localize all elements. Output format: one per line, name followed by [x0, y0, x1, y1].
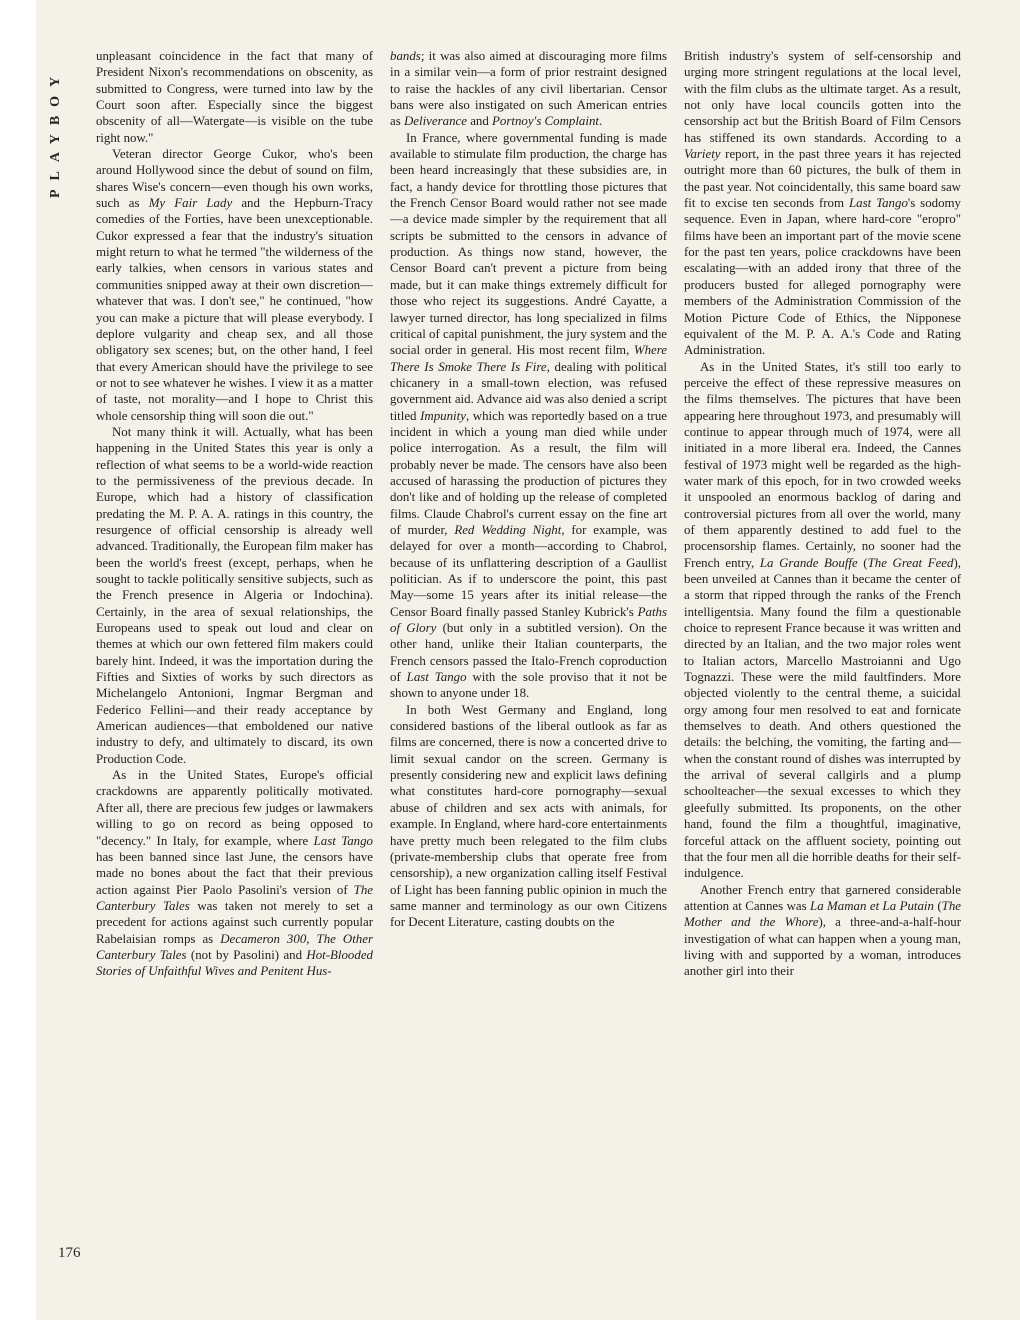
paragraph-text: (but only in a subtitled version). On the other hand, unlike their Italian counterparts, the French censors passed the Italo-French coproduction of [390, 621, 667, 685]
italic-title-text: Last Tango [313, 833, 373, 848]
paragraph-text: Another French entry that garnered considerable attention at Cannes was [684, 882, 961, 913]
paragraph-text: and [466, 114, 493, 129]
paragraph-text: has been banned since last June, the censors have made no bones about the fact that their previous action against Pier Paolo Pasolini's version of [96, 849, 373, 897]
paragraph-text: ( [933, 898, 942, 913]
italic-title-text: The Great Feed [867, 555, 954, 570]
article-paragraph [96, 48, 373, 146]
italic-title-text: Last Tango [848, 196, 908, 211]
running-head-magazine-name: PLAYBOY [48, 67, 63, 199]
paragraph-text: British industry's system of self-censorship and urging more stringent regulations at the local level, with the film clubs as the ultimate target. As a result, not only have local councils gotten into the censorship act but the British Board of Film Censors has stiffened its own standards. According to a [684, 49, 961, 145]
italic-title-text: The Mother and the Whore [684, 898, 961, 930]
article-paragraph [684, 48, 961, 359]
text-column-1 [96, 48, 373, 1273]
paragraph-text: report, in the past three years it has rejected outright more than 60 pictures, the bulk of them in the past year. Not coincidentally, this same board saw fit to excise ten seconds from [684, 147, 961, 211]
article-paragraph [684, 882, 961, 980]
text-column-3 [684, 48, 961, 1273]
paragraph-text: In France, where governmental funding is made available to stimulate film production, the charge has been heard increasingly that these subsidies are, in fact, a handy device for throttling those pictures that the French Censor Board would rather not see made—a device made simpler by the requirement that all scripts be submitted to the censors in advance of production. As things now stand, however, the Censor Board can't prevent a picture from being made, but it can make things extremely difficult for those who reject its suggestions. André Cayatte, a lawyer turned director, has long specialized in films critical of capital punishment, the jury system and the social order in general. His most recent film, [390, 130, 667, 358]
article-paragraph [684, 359, 961, 882]
paragraph-text: Veteran director George Cukor, who's been around Hollywood since the debut of sound on film, shares Wise's concern—even though his own works, such as [96, 147, 373, 211]
italic-title-text: Paths of Glory [390, 604, 667, 636]
article-paragraph [390, 48, 667, 130]
paragraph-text: 's sodomy sequence. Even in Japan, where hard-core "eropro" films have been an important part of the movie scene for the past ten years, police crackdowns have been escalating—with an added irony that three of the producers busted for alleged pornography were members of the Administration Commission of the Motion Picture Code of Ethics, the Nipponese equivalent of the M. P. A. A.'s Code and Rating Administration. [684, 196, 961, 358]
paragraph-text: with the sole proviso that it not be shown to anyone under 18. [390, 670, 667, 701]
paragraph-text: ), a three-and-a-half-hour investigation of what can happen when a young man, living with and supported by a woman, introduces another girl into their [684, 915, 961, 979]
paragraph-text: unpleasant coincidence in the fact that many of President Nixon's recommendations on obscenity, as submitted to Congress, were turned into law by the Court soon after. Especially since the biggest obscenity of all—Watergate—is visible on the tube right now." [96, 49, 373, 145]
italic-title-text: bands [390, 49, 421, 63]
paragraph-text: ( [857, 555, 868, 570]
italic-title-text: Impunity [420, 408, 466, 423]
paragraph-text: (not by Pasolini) and [186, 947, 307, 962]
article-paragraph [96, 767, 373, 979]
paragraph-text: Not many think it will. Actually, what has been happening in the United States this year is only a reflection of what seems to be a world-wide reaction to the permissiveness of the previous decade. In Europe, which had a history of classification predating the M. P. A. A. ratings in this country, the resurgence of official censorship is already well advanced. Traditionally, the European film maker has been the world's freest (except, perhaps, when he sought to tackle politically sensitive subjects, such as the French presence in Algeria or Indochina). Certainly, in the area of sexual relationships, the Europeans used to speak out loud and clear on themes at which our own fettered film makers could barely hint. Indeed, it was the importation during the Fifties and Sixties of works by such directors as Michelangelo Antonioni, Ingmar Bergman and Federico Fellini—and their ready acceptance by American audiences—that emboldened our native industry to defy, and ultimately to discard, its own Production Code. [96, 424, 373, 766]
paragraph-text: ; it was also aimed at discouraging more films in a similar vein—a form of prior restraint designed to raise the hackles of any civil libertarian. Censor bans were also instigated on such American entries as [390, 49, 667, 129]
italic-title-text: La Maman et La Putain [810, 898, 934, 913]
italic-title-text: The Canterbury Tales [96, 882, 373, 913]
paragraph-text: In both West Germany and England, long considered bastions of the liberal outlook as far as films are concerned, there is now a concerted drive to limit sexual candor on the screen. Germany is presently considering new and explicit laws defining what constitutes hard-core pornography—sexual abuse of children and sex acts with animals, for example. In England, where hard-core entertainments have pretty much been relegated to the film clubs (private-membership clubs that operate free from censorship), a new organization calling itself Festival of Light has been fanning public opinion in much the same manner and terminology as our own Citizens for Decent Literature, casting doubts on the [390, 702, 667, 930]
page-number: 176 [58, 1245, 81, 1261]
italic-title-text: Last Tango [406, 670, 467, 685]
paragraph-text: was taken not merely to set a precedent for actions against such currently popular Rabelaisian romps as [96, 898, 373, 946]
italic-title-text: My Fair Lady [148, 196, 233, 211]
italic-title-text: Red Wedding Night [454, 522, 562, 537]
paragraph-text: . [599, 114, 603, 129]
italic-title-text: Decameron 300, The Other Canterbury Tales [96, 931, 373, 962]
italic-title-text: Hot-Blooded Stories of Unfaithful Wives and Penitent Hus- [96, 947, 373, 979]
paragraph-text: As in the United States, Europe's official crackdowns are apparently politically motivated. After all, there are precious few judges or lawmakers willing to go on record as being opposed to "decency." In Italy, for example, where [96, 768, 373, 848]
paragraph-text: , which was reportedly based on a true incident in which a young man died while under police interrogation. As a result, the film will probably never be made. The censors have also been accused of harassing the production of pictures they don't like and of holding up the release of completed films. Claude Chabrol's current essay on the fine art of murder, [390, 408, 667, 537]
italic-title-text: Variety [684, 147, 721, 162]
paragraph-text: and the Hepburn-Tracy comedies of the Forties, have been unexceptionable. Cukor expressed a fear that the industry's situation might return to what he termed "the wilderness of the early talkies, when censors in various states and communities snipped away at their own discretion—whatever that was. I don't see," he continued, "how you can make a picture that will please everybody. I deplore vulgarity and cheap sex, and all those obligatory sex scenes; but, on the other hand, I feel that every American should have the privilege to see or not to see whatever he wishes. I view it as a matter of taste, not morality—and I hope to Christ this whole censorship thing will soon die out." [96, 196, 373, 423]
text-column-2 [390, 48, 667, 1273]
italic-title-text: Where There Is Smoke There Is Fire [390, 343, 667, 374]
italic-title-text: La Grande Bouffe [759, 555, 858, 570]
paragraph-text: ), been unveiled at Cannes than it became the center of a storm that ripped through the ranks of the French intelligentsia. Many found the film a questionable choice to represent France because it was written and directed by an Italian, and the two major roles went to Italian actors, Marcello Mastroianni and Ugo Tognazzi. These were the mild faultfinders. More objected violently to the central theme, a suicidal orgy among four men resolved to eat and fornicate themselves to death. And others questioned the details: the belching, the vomiting, the farting and—when the constant round of dishes was interrupted by the arrival of several callgirls and a plump schoolteacher—the sexual excesses to which they gleefully submitted. Its proponents, on the other hand, found the film a thoughtful, imaginative, forceful attack on the affluent society, pointing out that the four men all die horrible deaths for their self-indulgence. [684, 555, 961, 881]
paragraph-text: As in the United States, it's still too early to perceive the effect of these repressive measures on the films themselves. The pictures that have been appearing here throughout 1973, and presumably will continue to appear through much of 1974, were all initiated in a more liberal era. Indeed, the Cannes festival of 1973 might well be regarded as the high-water mark of this epoch, for in two crowded weeks it unspooled an enormous backlog of daring and controversial pictures from all over the world, many of them apparently destined to add fuel to the procensorship flames. Certainly, no sooner had the French entry, [684, 359, 961, 570]
article-paragraph [390, 130, 667, 702]
paragraph-text: , for example, was delayed for over a month—according to Chabrol, because of its unflattering description of a Gaullist politician. As if to underscore the point, this past May—some 15 years after its initial release—the Censor Board finally passed Stanley Kubrick's [390, 522, 667, 619]
article-paragraph [390, 702, 667, 931]
italic-title-text: Portnoy's Complaint [492, 114, 599, 129]
italic-title-text: Deliverance [403, 114, 467, 129]
article-paragraph [96, 424, 373, 767]
paragraph-text: , dealing with political chicanery in a small-town election, was refused government aid. Advance aid was also denied a script titled [390, 359, 667, 423]
article-paragraph [96, 146, 373, 424]
